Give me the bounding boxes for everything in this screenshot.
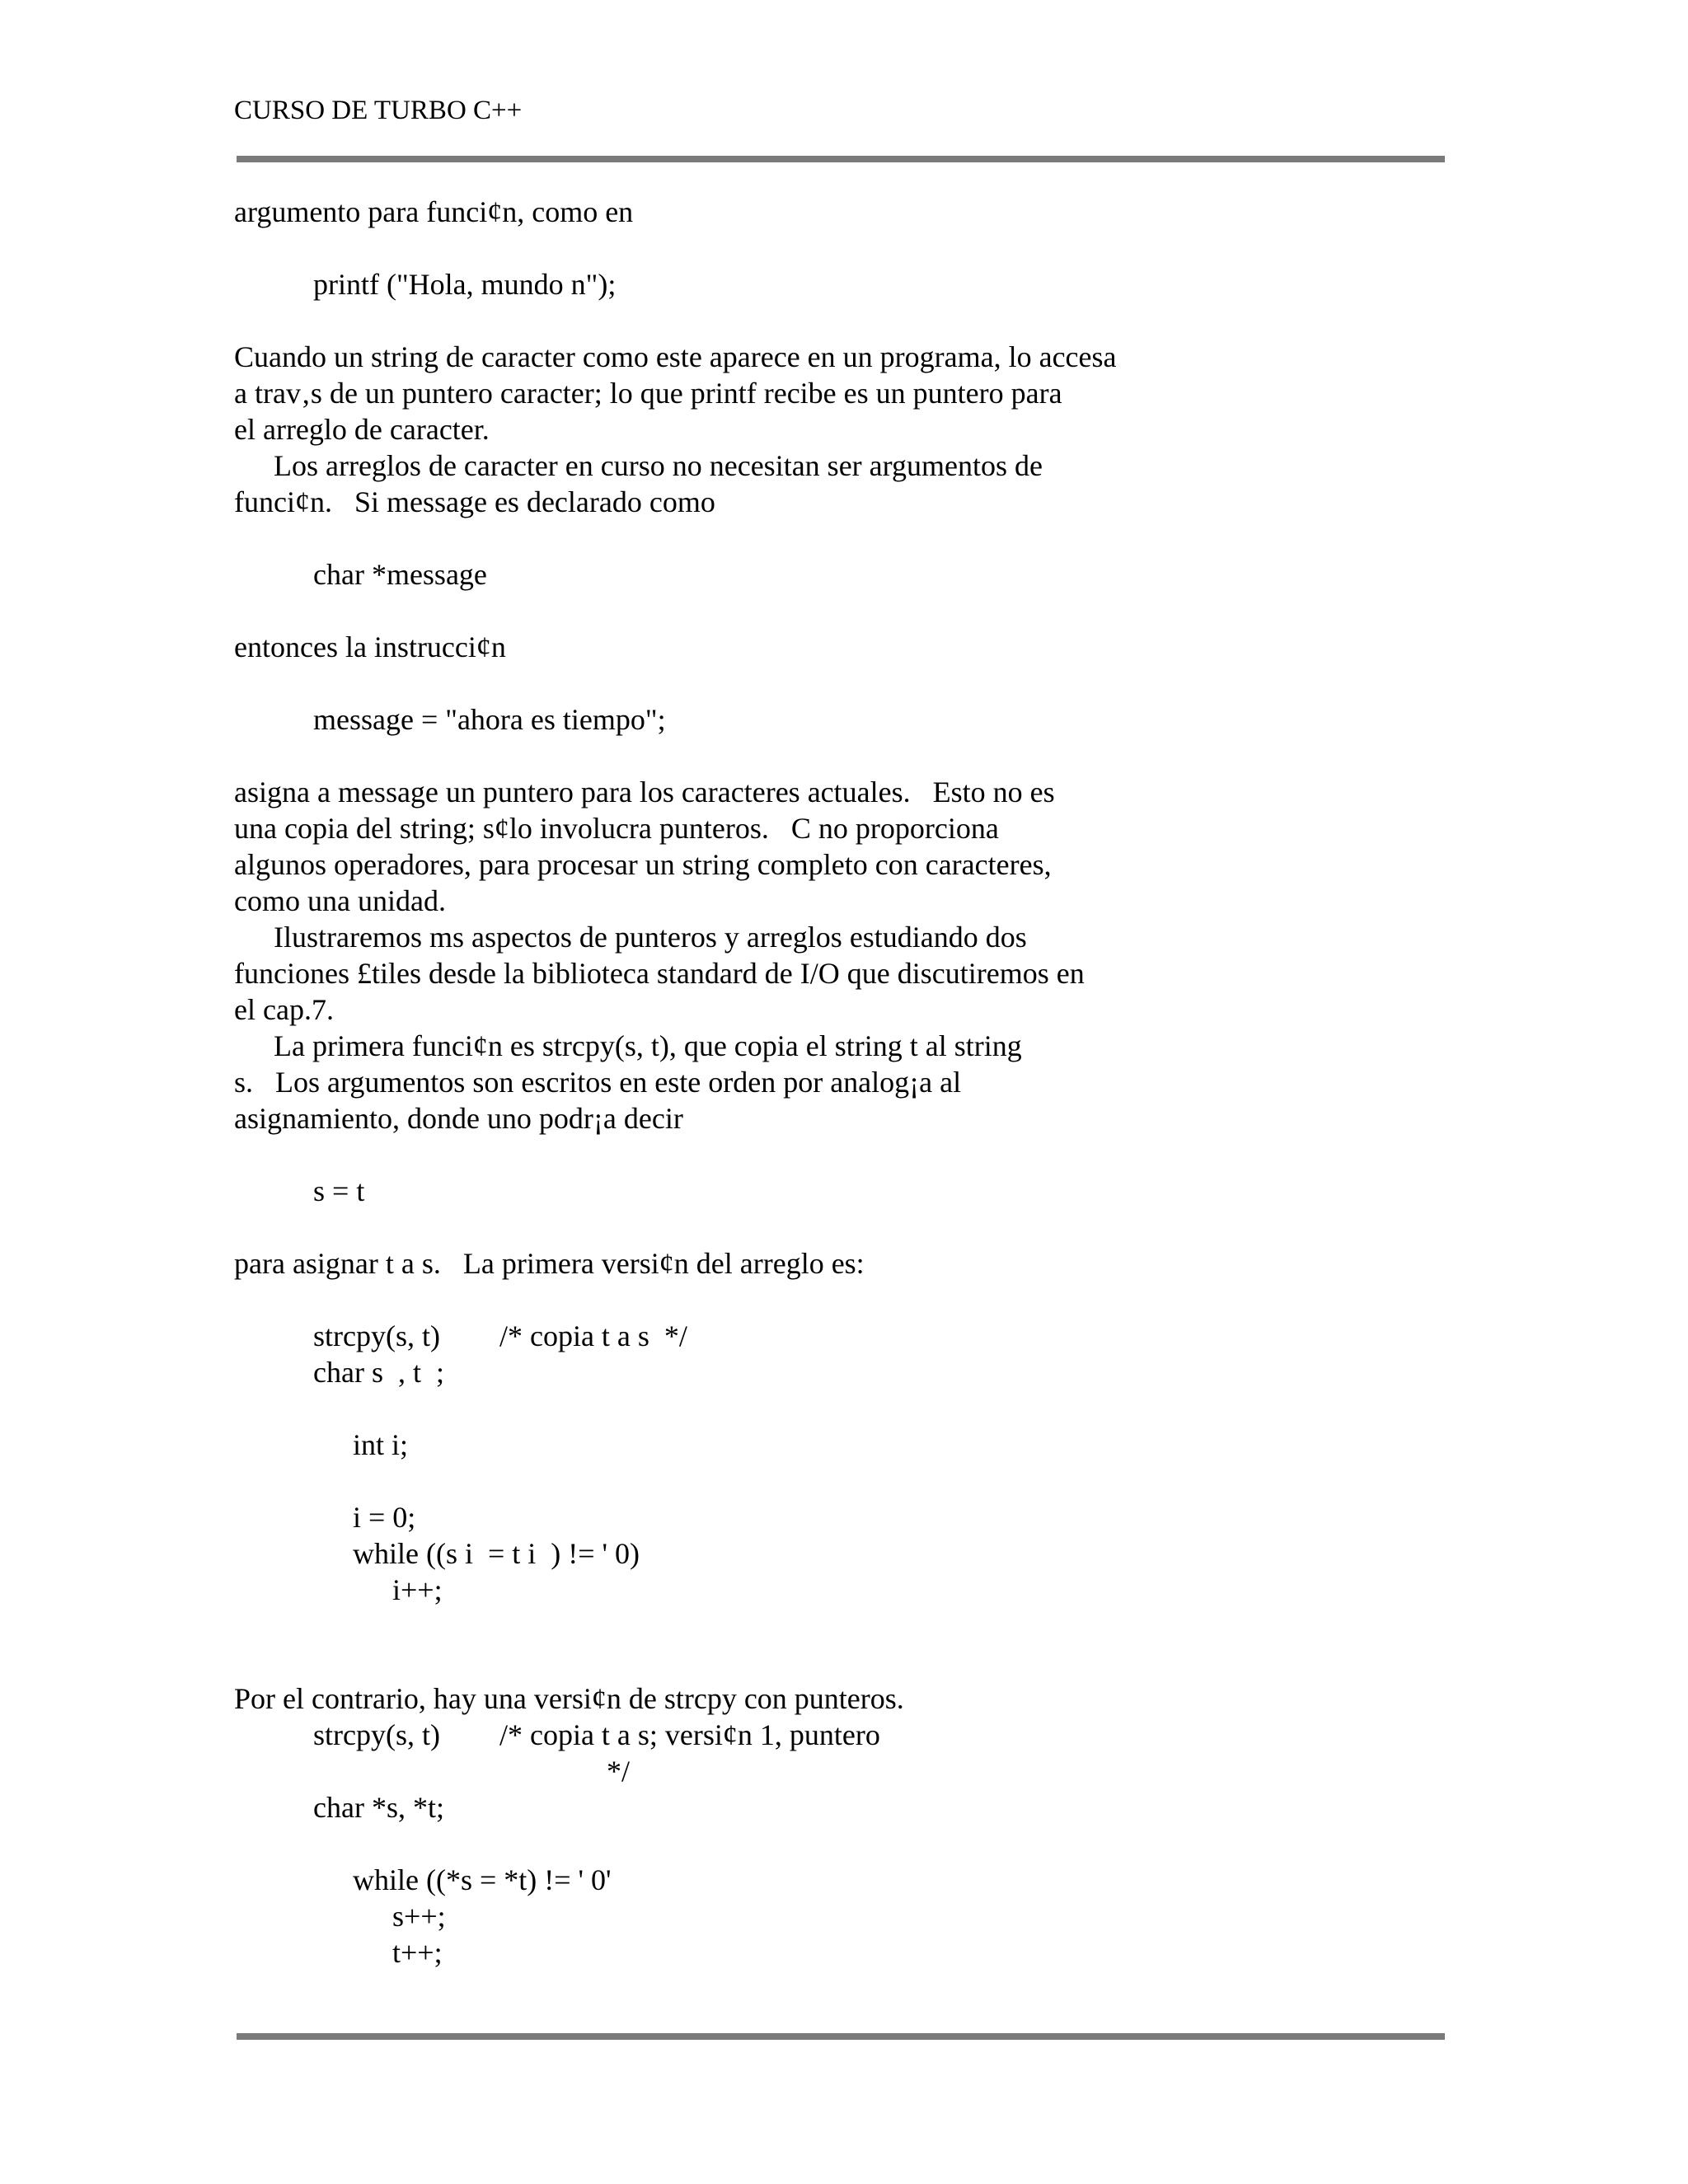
code-line: message = "ahora es tiempo"; — [313, 703, 666, 736]
code-line: i++; — [392, 1573, 443, 1606]
text-line: a trav‚s de un puntero caracter; lo que printf recibe es un puntero para — [234, 377, 1062, 410]
code-line: strcpy(s, t) /* copia t a s */ — [313, 1319, 687, 1352]
text-line: Por el contrario, hay una versi¢n de strcpy con punteros. — [234, 1682, 904, 1715]
text-line: como una unidad. — [234, 884, 446, 917]
blank-line — [234, 1608, 1437, 1644]
blank-line — [234, 1463, 1437, 1499]
code-line: while ((s i = t i ) != ' 0) — [353, 1537, 640, 1570]
code-line: char *message — [313, 558, 487, 591]
document-body — [234, 194, 1437, 1971]
blank-line — [234, 665, 1437, 701]
blank-line — [234, 593, 1437, 629]
blank-line — [234, 738, 1437, 774]
header-rule — [237, 156, 1445, 162]
text-line: para asignar t a s. La primera versi¢n del arreglo es: — [234, 1247, 865, 1280]
code-line: char s , t ; — [313, 1356, 444, 1389]
text-line: algunos operadores, para procesar un string completo con caracteres, — [234, 848, 1052, 881]
text-line: el arreglo de caracter. — [234, 413, 490, 446]
code-line: t++; — [392, 1936, 443, 1969]
page-header-title: CURSO DE TURBO C++ — [234, 96, 523, 125]
code-line: s++; — [392, 1900, 446, 1933]
blank-line — [234, 1282, 1437, 1318]
blank-line — [234, 1390, 1437, 1427]
code-line: printf ("Hola, mundo n"); — [313, 268, 617, 301]
text-line: Cuando un string de caracter como este aparece en un programa, lo accesa — [234, 340, 1117, 373]
text-line: Ilustraremos ms aspectos de punteros y arreglos estudiando dos — [274, 921, 1027, 954]
text-line: argumento para funci¢n, como en — [234, 195, 634, 228]
code-line: */ — [607, 1755, 631, 1788]
footer-rule — [237, 2033, 1445, 2040]
blank-line — [234, 302, 1437, 339]
text-line: La primera funci¢n es strcpy(s, t), que copia el string t al string — [274, 1029, 1022, 1062]
text-line: funciones £tiles desde la biblioteca standard de I/O que discutiremos en — [234, 957, 1085, 990]
code-line: int i; — [353, 1428, 409, 1461]
text-line: una copia del string; s¢lo involucra punteros. C no proporciona — [234, 812, 999, 845]
text-line: entonces la instrucci¢n — [234, 630, 506, 663]
text-line: Los arreglos de caracter en curso no necesitan ser argumentos de — [274, 449, 1043, 482]
code-line: strcpy(s, t) /* copia t a s; versi¢n 1, puntero — [313, 1718, 880, 1751]
blank-line — [234, 1137, 1437, 1173]
blank-line — [234, 1825, 1437, 1862]
text-line: el cap.7. — [234, 993, 334, 1026]
code-line: s = t — [313, 1174, 365, 1207]
code-line: char *s, *t; — [313, 1791, 444, 1824]
blank-line — [234, 520, 1437, 556]
blank-line — [234, 230, 1437, 266]
code-line: i = 0; — [353, 1501, 416, 1534]
blank-line — [234, 1644, 1437, 1680]
text-line: funci¢n. Si message es declarado como — [234, 485, 715, 518]
text-line: s. Los argumentos son escritos en este orden por analog¡a al — [234, 1066, 962, 1099]
text-line: asigna a message un puntero para los caracteres actuales. Esto no es — [234, 776, 1055, 808]
blank-line — [234, 1209, 1437, 1245]
text-line: asignamiento, donde uno podr¡a decir — [234, 1102, 683, 1135]
code-line: while ((*s = *t) != ' 0' — [353, 1863, 612, 1896]
